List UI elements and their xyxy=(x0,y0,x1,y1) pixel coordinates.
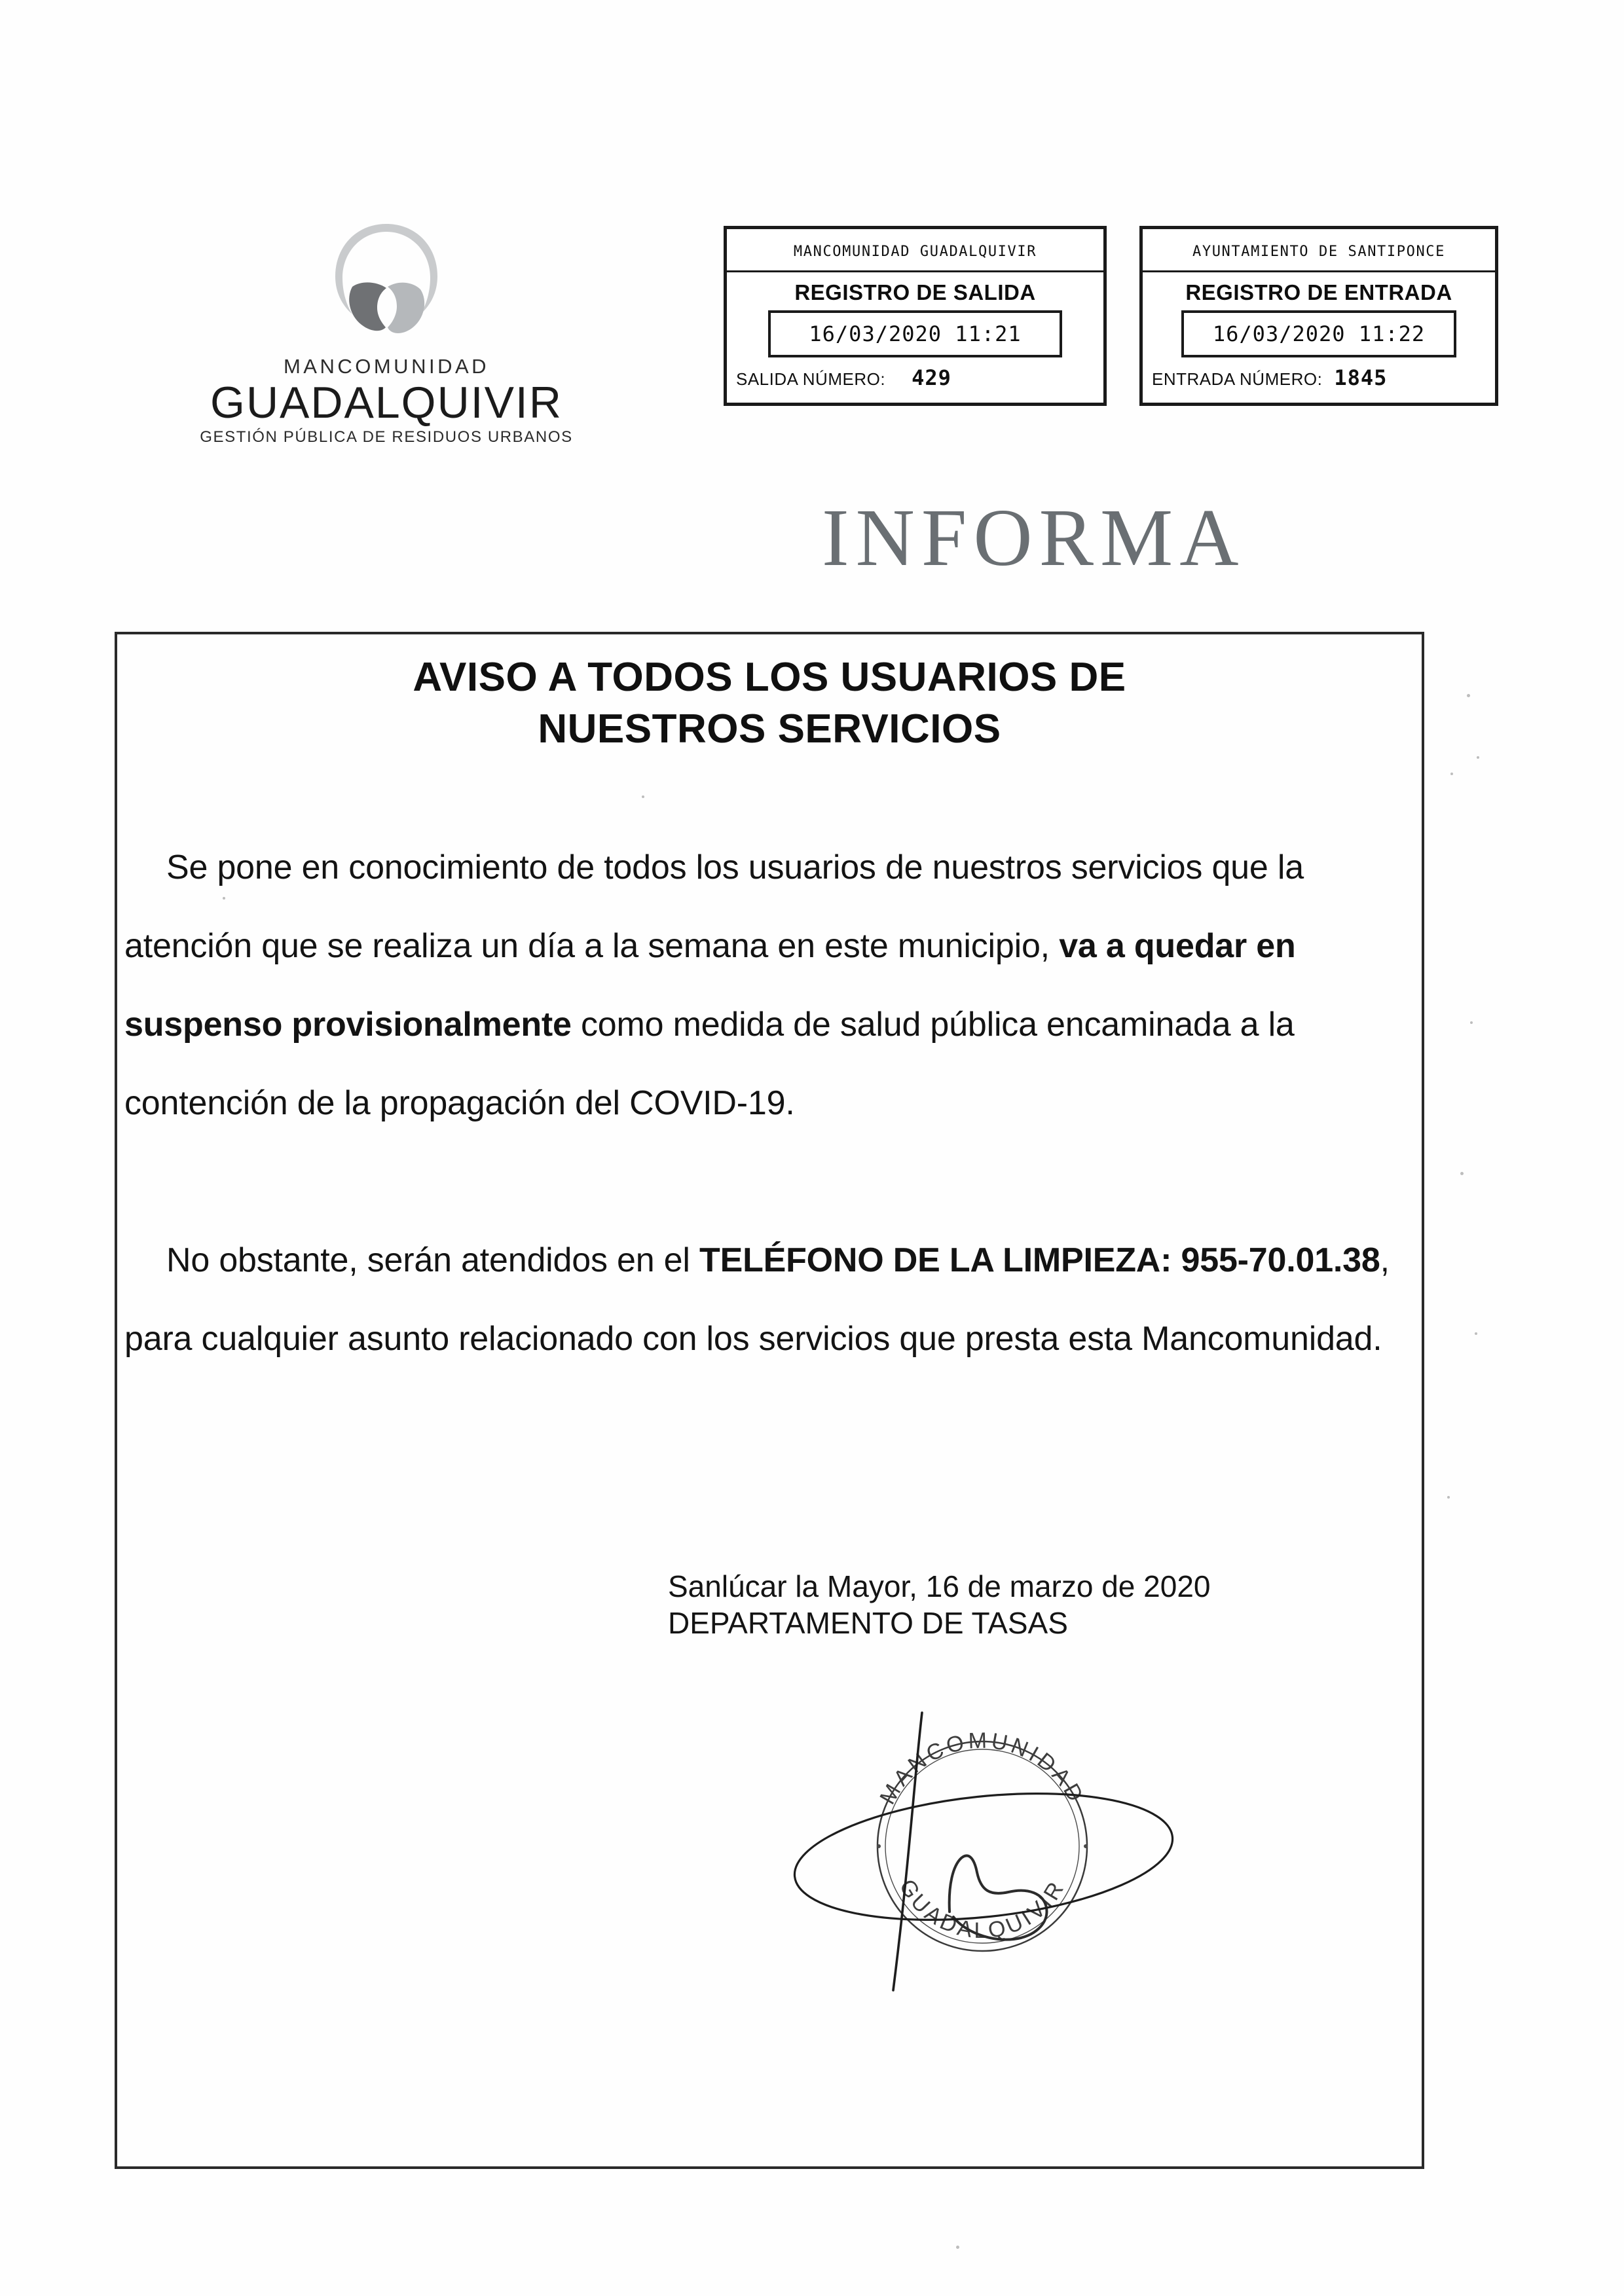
scan-speckle xyxy=(642,795,644,798)
registro-salida-datetime: 16/03/2020 11:21 xyxy=(768,310,1062,357)
logo-line-guadalquivir: GUADALQUIVIR xyxy=(210,378,563,428)
paragraph-spacer xyxy=(124,1142,1428,1221)
registro-salida-organization: MANCOMUNIDAD GUADALQUIVIR xyxy=(727,229,1103,272)
logo-tagline: GESTIÓN PÚBLICA DE RESIDUOS URBANOS xyxy=(200,428,573,446)
round-official-seal-icon xyxy=(753,1650,1251,2016)
handwritten-signature-loop xyxy=(788,1777,1179,1937)
registro-entrada-datetime: 16/03/2020 11:22 xyxy=(1181,310,1456,357)
registro-entrada-organization: AYUNTAMIENTO DE SANTIPONCE xyxy=(1143,229,1495,272)
paragraph-1-emphasis: va a quedar en suspenso provisionalmente xyxy=(124,927,1296,1044)
registro-entrada-number-row xyxy=(1143,357,1495,390)
handwritten-signature-stroke xyxy=(893,1713,922,1990)
registro-salida-stamp xyxy=(724,226,1107,406)
scan-speckle xyxy=(956,2246,959,2249)
registro-salida-number-label: SALIDA NÚMERO: xyxy=(736,369,886,389)
scan-speckle xyxy=(1477,756,1479,759)
scan-speckle xyxy=(1450,773,1453,775)
signature-block xyxy=(668,1568,1211,1641)
notice-body xyxy=(124,828,1428,1378)
scan-speckle xyxy=(1475,1332,1477,1335)
informa-title: INFORMA xyxy=(822,493,1246,583)
scan-speckle xyxy=(1470,1021,1473,1024)
notice-paragraph-2 xyxy=(124,1221,1428,1378)
scan-speckle xyxy=(223,897,225,900)
signature-place-and-date: Sanlúcar la Mayor, 16 de marzo de 2020 xyxy=(668,1569,1211,1603)
scan-speckle xyxy=(1447,1496,1450,1499)
paragraph-2-emphasis: TELÉFONO DE LA LIMPIEZA: 955-70.01.38 xyxy=(699,1241,1380,1279)
notice-heading xyxy=(115,651,1424,756)
registro-salida-number-row xyxy=(727,357,1103,390)
paragraph-1-text-after-bold: como medida de salud pública encaminada a la contención de la propagación del COVID-19. xyxy=(124,1006,1295,1122)
notice-paragraph-1 xyxy=(124,828,1428,1142)
notice-heading-line-2: NUESTROS SERVICIOS xyxy=(538,706,1001,752)
registro-entrada-number-label: ENTRADA NÚMERO: xyxy=(1152,369,1323,389)
registro-entrada-title: REGISTRO DE ENTRADA xyxy=(1185,280,1452,304)
registro-salida-title: REGISTRO DE SALIDA xyxy=(794,280,1036,304)
seal-bottom-text: GUADALQUIVIR xyxy=(894,1875,1071,1944)
registro-entrada-stamp xyxy=(1139,226,1498,406)
organization-logo-block xyxy=(196,216,576,445)
seal-top-text: MANCOMUNIDAD xyxy=(875,1728,1090,1809)
mancomunidad-guadalquivir-logo-icon xyxy=(321,216,452,347)
notice-heading-line-1: AVISO A TODOS LOS USUARIOS DE xyxy=(413,655,1126,700)
seal-and-signature xyxy=(753,1650,1251,2016)
scan-speckle xyxy=(1460,1172,1464,1175)
signature-department: DEPARTAMENTO DE TASAS xyxy=(668,1606,1068,1641)
logo-line-mancomunidad: MANCOMUNIDAD xyxy=(283,355,490,378)
paragraph-2-text-after-bold: , para cualquier asunto relacionado con los servicios que presta esta Mancomunidad. xyxy=(124,1241,1390,1358)
registro-entrada-number-value: 1845 xyxy=(1334,365,1388,390)
scan-speckle xyxy=(1467,694,1470,697)
paragraph-2-text-before-bold: No obstante, serán atendidos en el xyxy=(166,1241,700,1279)
paragraph-1-text-before-bold: Se pone en conocimiento de todos los usuarios de nuestros servicios que la atención que se realiza un día a la semana en este municipio, xyxy=(124,848,1304,965)
registro-salida-number-value: 429 xyxy=(912,365,951,390)
